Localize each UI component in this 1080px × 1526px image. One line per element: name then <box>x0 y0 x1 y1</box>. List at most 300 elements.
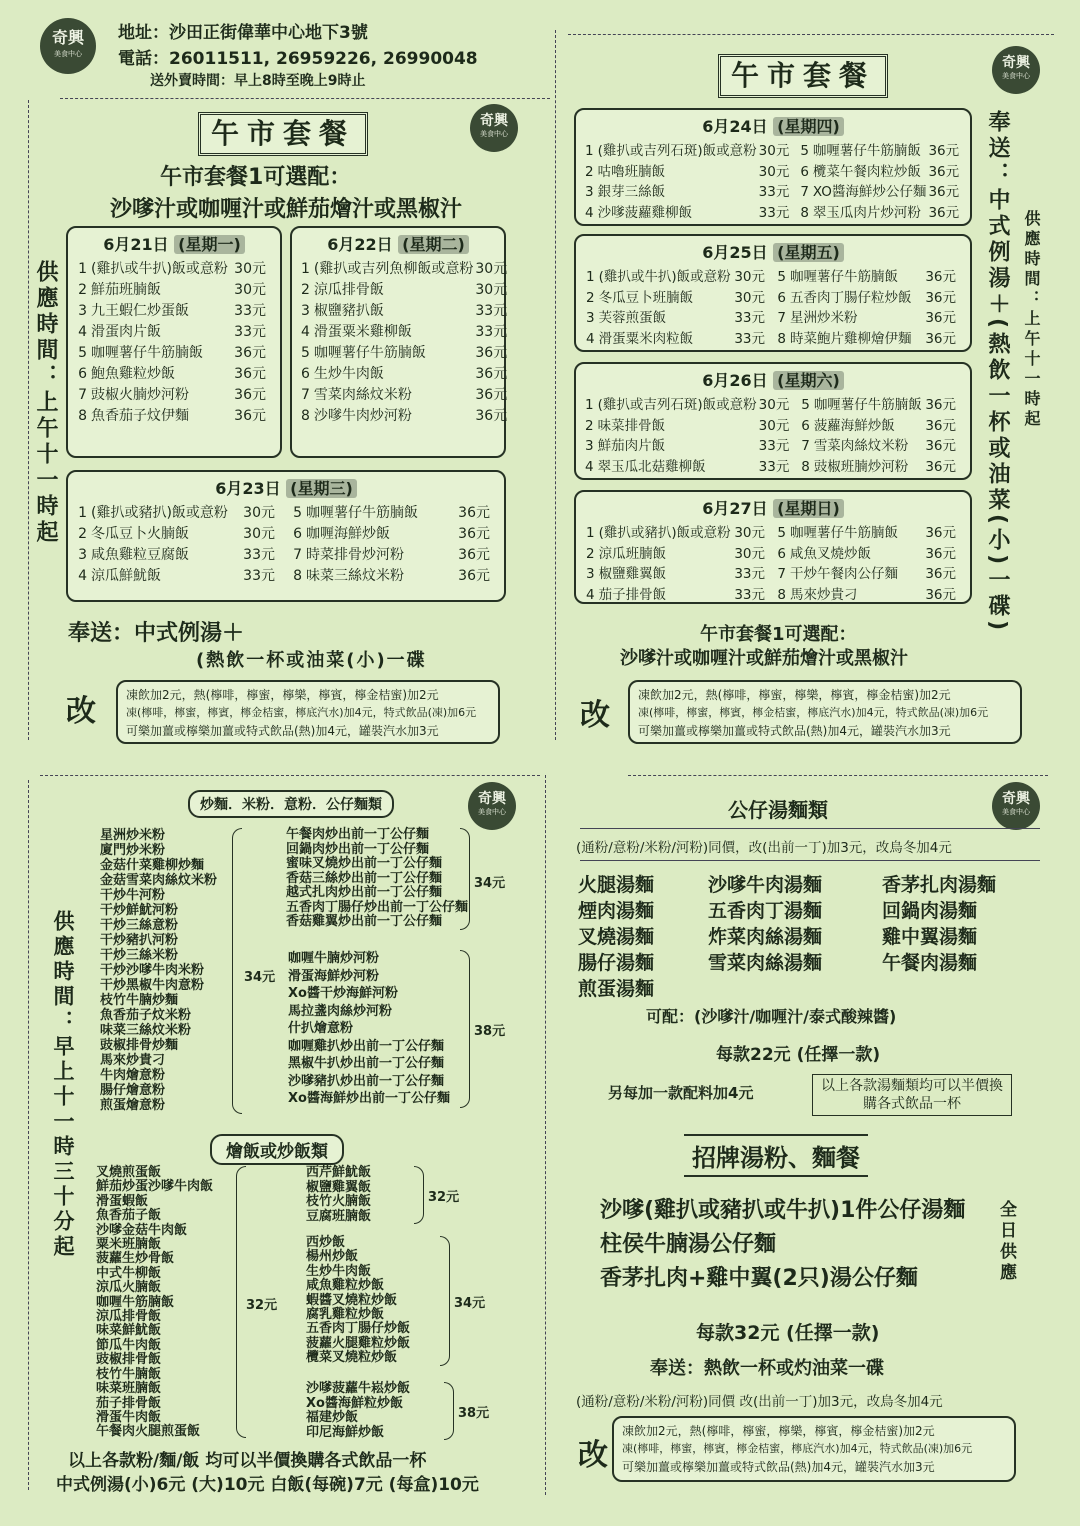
list-item: 干炒沙嗲牛肉米粉 <box>100 963 205 978</box>
menu-item <box>76 259 272 280</box>
list-item: 魚香茄子炆米粉 <box>100 1008 192 1023</box>
list-item: 滑蛋海鮮炒河粉 <box>288 968 380 984</box>
menu-item-n: 1 <box>301 261 310 277</box>
list-item: 滑蛋牛肉飯 <box>96 1409 162 1425</box>
menu-item <box>799 182 965 203</box>
soup-sauce: 可配：(沙嗲汁/咖喱汁/泰式酸辣醬) <box>646 1007 897 1026</box>
list-item: 煎蛋燴意粉 <box>100 1098 166 1113</box>
menu-item-n: 2 <box>78 526 87 542</box>
menu-item-price: 36元 <box>475 408 508 424</box>
menu-item-n: 8 <box>800 204 809 221</box>
menu-item <box>584 416 795 437</box>
menu-item-name: 時菜排骨炒河粉 <box>306 547 404 563</box>
menu-item-n: 1 <box>585 397 594 413</box>
menu-item-name: 時菜鮑片雞柳燴伊麵 <box>790 330 912 347</box>
upgrade-box <box>116 680 500 744</box>
menu-item <box>76 280 272 301</box>
fried-hours: 供應時間：早上十一時三十分起 <box>51 910 75 1260</box>
menu-item-price: 36元 <box>925 525 956 541</box>
list-item: 馬拉盞肉絲炒河粉 <box>288 1003 393 1019</box>
list-item: 豉椒排骨飯 <box>96 1352 162 1368</box>
divider <box>628 775 1048 776</box>
menu-item-price: 30元 <box>475 261 508 277</box>
fried-title: 炒麵．米粉．意粉．公仔麵類 <box>188 790 394 818</box>
fried-col2b-price: 38元 <box>474 1024 506 1039</box>
list-item: 印尼海鮮炒飯 <box>306 1424 385 1440</box>
menu-item-n: 7 <box>777 566 786 582</box>
menu-item-name: 魚香茄子炆伊麵 <box>91 408 189 424</box>
menu-item-name: 咖喱海鮮炒飯 <box>306 526 390 542</box>
menu-item-name: 馬來炒貴刁 <box>790 586 858 603</box>
menu-item-n: 3 <box>78 303 87 319</box>
menu-item-name: 鮑魚雞粒炒飯 <box>91 366 175 382</box>
menu-item-n: 1 <box>585 143 594 159</box>
list-item: 鮮茄炒蛋沙嗲牛肉飯 <box>96 1179 214 1195</box>
menu-item-name: 雪菜肉絲炆米粉 <box>313 387 412 403</box>
soup-price: 每款22元 (任擇一款) <box>716 1045 881 1065</box>
menu-item-price: 36元 <box>928 204 960 221</box>
menu-item-name: 滑蛋粟米肉粒飯 <box>598 330 694 347</box>
price-brace <box>236 1166 246 1438</box>
list-item: 菠蘿生炒骨飯 <box>96 1251 175 1267</box>
fried-col1-price: 34元 <box>244 970 276 985</box>
menu-table <box>775 523 962 605</box>
menu-table <box>76 503 281 587</box>
menu-item-n: 6 <box>777 289 786 306</box>
menu-item-name: 鮮茄班腩飯 <box>91 282 161 298</box>
menu-item-name: 味菜排骨飯 <box>597 417 666 434</box>
menu-item <box>76 566 281 587</box>
menu-item-n: 8 <box>777 586 786 603</box>
soup-note: (通粉/意粉/米粉/河粉)同價，改(出前一丁)加3元，改烏冬加4元 <box>576 840 952 856</box>
menu-item-name: 咖喱薯仔牛筋腩飯 <box>313 345 426 361</box>
menu-item <box>799 457 962 478</box>
menu-item-price: 36元 <box>475 345 508 361</box>
divider <box>568 34 1054 35</box>
menu-item-n: 5 <box>293 505 302 521</box>
menu-item-n: 3 <box>585 184 594 200</box>
list-item: 枝竹火腩飯 <box>306 1194 372 1209</box>
menu-item-price: 36元 <box>458 568 490 584</box>
day-card-0625: 6月25日 (星期五) 1 (雞扒或牛扒)飯或意粉 30元 2 冬瓜豆卜班腩飯 30元 3 芙蓉煎蛋飯 33元 4 滑蛋粟米肉粒飯 33元 5 咖喱薯仔牛筋腩飯 36元 6 五香肉丁腸仔粒炒飯 36元 7 星洲炒米粉 36元 8 時菜鮑片雞柳燴伊麵 36元 <box>574 234 972 352</box>
menu-item-price: 30元 <box>758 163 790 180</box>
menu-item-name: 菠蘿海鮮炒飯 <box>813 417 895 434</box>
list-item: 叉燒湯麵 <box>578 926 655 948</box>
menu-item <box>799 395 962 416</box>
menu-item-n: 6 <box>293 526 302 542</box>
menu-item-n: 4 <box>585 458 594 475</box>
lunch-option-sauces-right: 沙嗲汁或咖喱汁或鮮茄燴汁或黑椒汁 <box>620 648 908 669</box>
lunch-title: 午市套餐 <box>198 112 368 156</box>
logo: 奇興 美食中心 <box>992 46 1040 94</box>
menu-item-price: 33元 <box>243 547 275 563</box>
upgrade-line: 凍(檸啡，檸蜜，檸賓，檸金桔蜜，檸底汽水)加4元，特式飲品(凍)加6元 <box>622 1442 973 1455</box>
list-item: 福建炒飯 <box>306 1410 359 1425</box>
menu-item-name: (雞扒或豬扒)飯或意粉 <box>91 505 228 521</box>
menu-item <box>775 564 962 585</box>
menu-item-n: 2 <box>78 282 87 298</box>
menu-item-name: (雞扒或吉列石斑)飯或意粉 <box>597 143 757 159</box>
signature-note: (通粉/意粉/米粉/河粉)同價 改(出前一丁)加3元，改烏冬加4元 <box>576 1394 943 1410</box>
list-item: Xo醬海鮮粒炒飯 <box>306 1395 403 1411</box>
upgrade-line: 凍(檸啡，檸蜜，檸賓，檸金桔蜜，檸底汽水)加4元，特式飲品(凍)加6元 <box>126 706 477 719</box>
signature-items <box>600 1194 965 1296</box>
signature-price: 每款32元 (任擇一款) <box>696 1322 880 1344</box>
list-item: 金菇什菜雞柳炒麵 <box>100 858 205 873</box>
rice-col2c <box>306 1382 410 1440</box>
menu-item-name: 生炒牛肉飯 <box>313 366 384 382</box>
divider <box>60 98 550 99</box>
list-item: 午餐肉火腿煎蛋飯 <box>96 1424 201 1440</box>
menu-item-name: 咸魚叉燒炒飯 <box>790 545 871 562</box>
menu-item-n: 5 <box>801 397 810 413</box>
menu-item-n: 4 <box>586 330 595 347</box>
menu-item <box>799 436 962 457</box>
menu-item-n: 7 <box>78 387 87 403</box>
list-item: 蝦醬叉燒粒炒飯 <box>306 1292 398 1308</box>
list-item: 干炒鮮魷河粉 <box>100 903 179 918</box>
menu-item-price: 30元 <box>734 545 765 562</box>
menu-item <box>799 203 965 224</box>
menu-table <box>799 141 965 223</box>
menu-item-price: 36元 <box>925 269 956 285</box>
menu-item-price: 33元 <box>758 438 790 454</box>
day-card-0627: 6月27日 (星期日) 1 (雞扒或豬扒)飯或意粉 30元 2 涼瓜班腩飯 30元 3 椒鹽雞翼飯 33元 4 茄子排骨飯 33元 5 咖喱薯仔牛筋腩飯 36元 6 咸魚叉燒炒飯 36元 7 干炒午餐肉公仔麵 36元 8 馬來炒貴刁 36元 <box>574 490 972 604</box>
menu-item <box>584 162 795 183</box>
menu-item-price: 36元 <box>925 330 956 347</box>
menu-item-price: 33元 <box>734 310 765 326</box>
menu-item <box>300 364 513 385</box>
divider <box>28 100 29 740</box>
bonus-right: 奉送：中式例湯＋(熱飲一杯或油菜(小)一碟) <box>985 110 1010 635</box>
menu-item-name: 翠玉瓜北菇雞柳飯 <box>597 458 706 475</box>
menu-item-name: 冬瓜豆卜班腩飯 <box>598 289 694 306</box>
list-item: 香茅扎肉湯麵 <box>882 874 997 896</box>
menu-item-price: 36元 <box>925 566 956 582</box>
list-item: 午餐肉炒出前一丁公仔麵 <box>286 827 430 842</box>
menu-item-name: 涼瓜鮮魷飯 <box>91 568 161 584</box>
menu-item-price: 36元 <box>925 289 956 306</box>
upgrade-label: 改 <box>580 698 610 733</box>
menu-item-price: 33元 <box>234 303 266 319</box>
menu-item <box>76 364 272 385</box>
menu-item <box>775 585 962 606</box>
menu-item-price: 36元 <box>925 545 956 562</box>
list-item: 菠蘿火腿雞粒炒飯 <box>306 1335 411 1351</box>
menu-item-n: 4 <box>78 324 87 340</box>
menu-item <box>584 544 771 565</box>
menu-item <box>76 524 281 545</box>
fried-col2a-price: 34元 <box>474 876 506 891</box>
day-card-0622: 6月22日 (星期二) 1 (雞扒或吉列魚柳飯或意粉 30元 2 涼瓜排骨飯 30元 3 椒鹽豬扒飯 33元 4 滑蛋粟米雞柳飯 33元 5 咖喱薯仔牛筋腩飯 36元 6 生炒牛肉飯 36元 7 雪菜肉絲炆米粉 36元 8 沙嗲牛肉炒河粉 36元 <box>290 226 506 458</box>
menu-item-n: 4 <box>301 324 310 340</box>
hours-right: 供應時間：上午十一時起 <box>1022 210 1041 430</box>
list-item: Xo醬海鮮炒出前一丁公仔麵 <box>288 1091 450 1106</box>
menu-item <box>300 280 513 301</box>
list-item: 炸菜肉絲湯麵 <box>708 926 823 948</box>
menu-item <box>775 544 962 565</box>
menu-item-price: 36元 <box>458 547 490 563</box>
rice-col2a-price: 32元 <box>428 1190 460 1205</box>
menu-item <box>775 329 962 350</box>
menu-table <box>584 523 771 605</box>
list-item: 雪菜肉絲湯麵 <box>708 952 823 974</box>
list-item: 五香肉丁腸仔炒飯 <box>306 1321 411 1337</box>
menu-item-n: 6 <box>777 545 786 562</box>
list-item: 腸仔燴意粉 <box>100 1083 166 1098</box>
rice-col1 <box>96 1166 213 1440</box>
menu-item-n: 7 <box>301 387 310 403</box>
list-item: 咸魚雞粒炒飯 <box>306 1278 385 1294</box>
menu-item-price: 30元 <box>234 261 266 277</box>
menu-item-name: 九王蝦仁炒蛋飯 <box>91 303 189 319</box>
fried-col1 <box>100 828 217 1113</box>
rice-footer2: 中式例湯(小)6元 (大)10元 白飯(每碗)7元 (每盒)10元 <box>56 1475 479 1495</box>
menu-item-name: (雞扒或牛扒)飯或意粉 <box>91 261 228 277</box>
menu-item-name: 沙嗲菠蘿雞柳飯 <box>597 204 693 221</box>
list-item: 味菜三絲炆米粉 <box>100 1023 192 1038</box>
menu-item-name: 咖喱薯仔牛筋腩飯 <box>812 143 921 159</box>
upgrade-line: 可樂加薑或檸樂加薑或特式飲品(熱)加4元，罐裝汽水加3元 <box>638 724 951 738</box>
menu-item-name: 星洲炒米粉 <box>790 310 858 326</box>
list-item: 魚香茄子飯 <box>96 1208 162 1224</box>
menu-item <box>584 329 771 350</box>
menu-item <box>76 545 281 566</box>
menu-item-name: 雪菜肉絲炆米粉 <box>813 438 909 454</box>
menu-item-price: 36元 <box>928 163 960 180</box>
list-item: 回鍋肉湯麵 <box>882 900 978 922</box>
list-item: 椒鹽雞翼飯 <box>306 1179 372 1195</box>
menu-item <box>76 385 272 406</box>
menu-item <box>775 267 962 288</box>
rice-col2a <box>306 1166 371 1224</box>
list-item: 煎蛋湯麵 <box>578 978 655 1000</box>
upgrade-label: 改 <box>578 1438 608 1473</box>
menu-item-n: 7 <box>801 438 810 454</box>
menu-table <box>291 503 496 587</box>
bonus-left-line1: 奉送：中式例湯＋ <box>68 621 245 646</box>
signature-bonus: 奉送：熱飲一杯或灼油菜一碟 <box>650 1358 884 1379</box>
divider <box>545 775 546 1495</box>
menu-item-name: 涼瓜班腩飯 <box>598 545 667 562</box>
list-item: 中式牛柳飯 <box>96 1265 162 1281</box>
menu-item-name: 咖喱薯仔牛筋腩飯 <box>790 269 898 285</box>
day-card-0624: 6月24日 (星期四) 1 (雞扒或吉列石斑)飯或意粉 30元 2 咕嚕班腩飯 30元 3 銀芽三絲飯 33元 4 沙嗲菠蘿雞柳飯 33元 5 咖喱薯仔牛筋腩飯 36元 6 欖菜午餐肉粒炒飯 36元 7 XO醬海鮮炒公仔麵 36元 8 翠玉瓜肉片炒河粉 36元 <box>574 108 972 226</box>
menu-table <box>300 259 513 427</box>
menu-item-price: 36元 <box>925 458 956 475</box>
menu-item-price: 30元 <box>734 289 765 306</box>
list-item: 煙肉湯麵 <box>578 900 655 922</box>
lunch-option-title-right: 午市套餐1可選配： <box>700 624 857 645</box>
list-item: 西炒飯 <box>306 1235 346 1250</box>
menu-item-n: 5 <box>301 345 310 361</box>
menu-item-n: 1 <box>78 261 87 277</box>
list-item: 腐乳雞粒炒飯 <box>306 1307 385 1323</box>
menu-item-n: 8 <box>801 458 810 475</box>
menu-item-name: (雞扒或吉列石斑)飯或意粉 <box>597 397 757 413</box>
menu-item-name: 咸魚雞粒豆腐飯 <box>91 547 189 563</box>
list-item: 午餐肉湯麵 <box>882 952 978 974</box>
list-item: 咖喱牛腩炒河粉 <box>288 951 380 966</box>
divider <box>28 780 29 1490</box>
upgrade-line: 凍飲加2元，熱(檸啡，檸蜜，檸樂，檸賓，檸金桔蜜)加2元 <box>638 688 951 702</box>
menu-item <box>300 406 513 427</box>
list-item: 牛肉燴意粉 <box>100 1068 166 1083</box>
menu-item-price: 33元 <box>758 204 790 221</box>
menu-item-name: 沙嗲牛肉炒河粉 <box>313 408 412 424</box>
list-item: 黑椒牛扒炒出前一丁公仔麵 <box>288 1056 445 1071</box>
list-item: 咖喱雞扒炒出前一丁公仔麵 <box>288 1038 445 1054</box>
menu-item-n: 8 <box>777 330 786 347</box>
menu-item-price: 36元 <box>925 310 956 326</box>
menu-table <box>584 141 795 223</box>
menu-item-name: 咖喱薯仔牛筋腩飯 <box>790 525 898 541</box>
menu-item-name: 五香肉丁腸仔粒炒飯 <box>790 289 912 306</box>
list-item: 涼瓜火腩飯 <box>96 1280 162 1296</box>
menu-item-n: 2 <box>586 545 595 562</box>
menu-item-name: (雞扒或豬扒)飯或意粉 <box>598 525 731 541</box>
menu-item-name: 味菜三絲炆米粉 <box>306 568 404 584</box>
list-item: 金菇雪菜肉絲炆米粉 <box>100 873 218 888</box>
menu-item-name: 欖菜午餐肉粒炒飯 <box>812 163 921 180</box>
menu-item-name: 咖喱薯仔牛筋腩飯 <box>306 505 418 521</box>
list-item: 回鍋肉炒出前一丁公仔麵 <box>286 841 430 857</box>
menu-item-price: 36元 <box>925 417 956 434</box>
soup-exchange-box: 以上各款湯麵類均可以半價換購各式飲品一杯 <box>812 1074 1012 1116</box>
lunch-option-sauces: 沙嗲汁或咖喱汁或鮮茄燴汁或黑椒汁 <box>110 197 463 222</box>
menu-item <box>291 524 496 545</box>
menu-item <box>584 182 795 203</box>
menu-item-name: 鮮茄肉片飯 <box>597 438 666 454</box>
signature-item: 香茅扎肉+雞中翼(2只)湯公仔麵 <box>600 1266 918 1291</box>
list-item: 星洲炒米粉 <box>100 828 166 843</box>
upgrade-line: 凍飲加2元，熱(檸啡，檸蜜，檸樂，檸賓，檸金桔蜜)加2元 <box>622 1424 935 1438</box>
divider <box>40 775 540 776</box>
list-item: 生炒牛肉飯 <box>306 1263 372 1279</box>
rice-footer1: 以上各款粉/麵/飯 均可以半價換購各式飲品一杯 <box>68 1451 427 1471</box>
menu-table <box>584 267 771 349</box>
menu-item <box>584 141 795 162</box>
day-card-0621: 6月21日 (星期一) 1 (雞扒或牛扒)飯或意粉 30元 2 鮮茄班腩飯 30元 3 九王蝦仁炒蛋飯 33元 4 滑蛋肉片飯 33元 5 咖喱薯仔牛筋腩飯 36元 6 鮑魚雞粒炒飯 36元 7 豉椒火腩炒河粉 36元 8 魚香茄子炆伊麵 36元 <box>66 226 282 458</box>
list-item: 廈門炒米粉 <box>100 843 166 858</box>
hours-left: 供應時間：上午十一時起 <box>33 260 58 546</box>
soup-extra: 另每加一款配料加4元 <box>608 1084 754 1102</box>
menu-item-price: 33元 <box>734 566 765 582</box>
menu-item <box>76 343 272 364</box>
menu-item-name: XO醬海鮮炒公仔麵 <box>812 184 927 200</box>
menu-item-n: 4 <box>78 568 87 584</box>
menu-item <box>76 322 272 343</box>
price-brace <box>440 1236 450 1366</box>
list-item: 香菇三絲炒出前一丁公仔麵 <box>286 870 443 886</box>
menu-item-name: 咖喱薯仔牛筋腩飯 <box>91 345 203 361</box>
rice-col2b <box>306 1236 410 1366</box>
menu-item-price: 36元 <box>928 184 960 200</box>
fried-col2a <box>286 828 468 930</box>
list-item: 豉椒排骨炒麵 <box>100 1038 179 1053</box>
menu-item-name: 銀芽三絲飯 <box>597 184 666 200</box>
menu-item-name: 椒鹽雞翼飯 <box>598 566 667 582</box>
upgrade-line: 可樂加薑或檸樂加薑或特式飲品(熱)加4元，罐裝汽水加3元 <box>126 724 439 738</box>
list-item: 涼瓜排骨飯 <box>96 1309 162 1325</box>
menu-item-price: 36元 <box>234 387 266 403</box>
header-address: 地址：沙田正街偉華中心地下3號 <box>118 23 368 43</box>
menu-item-name: 干炒午餐肉公仔麵 <box>790 566 898 582</box>
divider <box>580 860 1040 861</box>
upgrade-line: 凍(檸啡，檸蜜，檸賓，檸金桔蜜，檸底汽水)加4元，特式飲品(凍)加6元 <box>638 706 989 719</box>
list-item: 豆腐班腩飯 <box>306 1208 372 1224</box>
list-item: 越式扎肉炒出前一丁公仔麵 <box>286 885 443 900</box>
divider <box>555 30 556 740</box>
menu-item-n: 7 <box>293 547 302 563</box>
menu-item <box>291 566 496 587</box>
menu-item-n: 6 <box>78 366 87 382</box>
signature-item: 柱侯牛腩湯公仔麵 <box>600 1232 777 1257</box>
upgrade-label: 改 <box>66 694 96 729</box>
list-item: 欖菜叉燒粒炒飯 <box>306 1350 398 1366</box>
rice-col1-price: 32元 <box>246 1298 278 1313</box>
menu-item-name: 涼瓜排骨飯 <box>313 282 384 298</box>
list-item: 叉燒煎蛋飯 <box>96 1165 162 1180</box>
menu-item-price: 33元 <box>758 458 790 475</box>
menu-item-name: 翠玉瓜肉片炒河粉 <box>812 204 921 221</box>
soup-col2 <box>708 872 822 976</box>
menu-item-price: 33元 <box>734 586 765 603</box>
menu-item-n: 2 <box>585 417 594 434</box>
menu-item-name: 豉椒班腩炒河粉 <box>813 458 909 475</box>
upgrade-line: 凍飲加2元，熱(檸啡，檸蜜，檸樂，檸賓，檸金桔蜜)加2元 <box>126 688 439 702</box>
soup-col1 <box>578 872 654 1002</box>
list-item: 干炒豬扒河粉 <box>100 933 179 948</box>
menu-item-n: 3 <box>301 303 310 319</box>
menu-item-n: 8 <box>293 568 302 584</box>
rice-title: 燴飯或炒飯類 <box>210 1134 344 1165</box>
menu-item-n: 8 <box>78 408 87 424</box>
list-item: 腸仔湯麵 <box>578 952 655 974</box>
list-item: 雞中翼湯麵 <box>882 926 978 948</box>
menu-item-price: 36元 <box>458 526 490 542</box>
menu-item-n: 5 <box>800 143 809 159</box>
menu-item <box>799 162 965 183</box>
menu-item-price: 33元 <box>475 303 508 319</box>
fried-col2b <box>288 950 450 1108</box>
logo: 奇興 美食中心 <box>468 782 516 830</box>
menu-item-name: 咖喱薯仔牛筋腩飯 <box>813 397 922 413</box>
list-item: 粟米班腩飯 <box>96 1237 162 1253</box>
menu-item-n: 7 <box>800 184 809 200</box>
list-item: 沙嗲牛肉湯麵 <box>708 874 823 896</box>
menu-item-name: (雞扒或吉列魚柳飯或意粉 <box>313 261 474 277</box>
list-item: 沙嗲豬扒炒出前一丁公仔麵 <box>288 1073 445 1089</box>
list-item: 茄子排骨飯 <box>96 1395 162 1411</box>
list-item: 馬來炒貴刁 <box>100 1053 166 1068</box>
menu-table <box>76 259 272 427</box>
menu-item-n: 1 <box>586 269 595 285</box>
list-item: 五香肉丁腸仔炒出前一丁公仔麵 <box>286 899 469 915</box>
menu-item-price: 33元 <box>234 324 266 340</box>
signature-item: 沙嗲(雞扒或豬扒或牛扒)1件公仔湯麵 <box>600 1198 966 1223</box>
menu-item-price: 33元 <box>475 324 508 340</box>
list-item: 干炒三絲意粉 <box>100 918 179 933</box>
menu-item <box>76 503 281 524</box>
menu-item <box>584 203 795 224</box>
menu-table <box>799 395 962 477</box>
menu-item-n: 2 <box>586 289 595 306</box>
upgrade-box <box>628 680 1022 744</box>
header-delivery: 送外賣時間：早上8時至晚上9時止 <box>150 73 366 89</box>
menu-item-price: 30元 <box>243 526 275 542</box>
menu-item <box>76 406 272 427</box>
